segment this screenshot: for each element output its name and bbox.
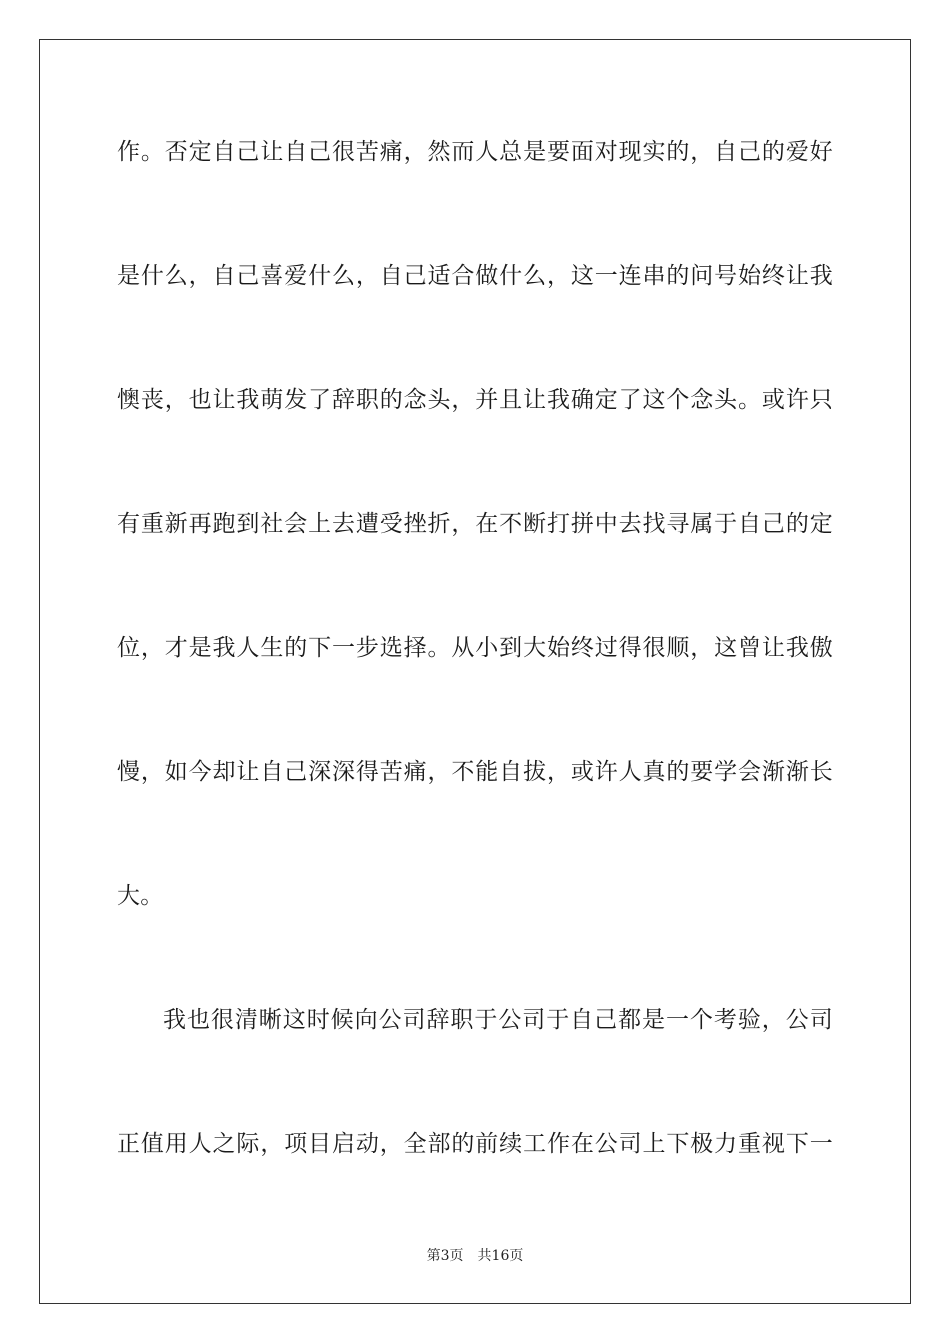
paragraph-line-7: 大。 [117,883,164,909]
paragraph-line-6: 慢，如今却让自己深深得苦痛，不能自拔，或许人真的要学会渐渐长 [117,759,833,785]
paragraph-line-2: 是什么，自己喜爱什么，自己适合做什么，这一连串的问号始终让我 [117,263,833,289]
page-number-footer: 第3页 共16页 [426,1248,524,1264]
page-border [39,39,911,1304]
paragraph-line-3: 懊丧，也让我萌发了辞职的念头，并且让我确定了这个念头。或许只 [117,387,833,413]
paragraph-line-5: 位，才是我人生的下一步选择。从小到大始终过得很顺，这曾让我傲 [117,635,833,661]
paragraph-line-1: 作。否定自己让自己很苦痛，然而人总是要面对现实的，自己的爱好 [117,139,833,165]
paragraph-line-8: 我也很清晰这时候向公司辞职于公司于自己都是一个考验，公司 [163,1007,833,1033]
paragraph-line-4: 有重新再跑到社会上去遭受挫折，在不断打拼中去找寻属于自己的定 [117,511,833,537]
paragraph-line-9: 正值用人之际，项目启动，全部的前续工作在公司上下极力重视下一 [117,1131,833,1157]
